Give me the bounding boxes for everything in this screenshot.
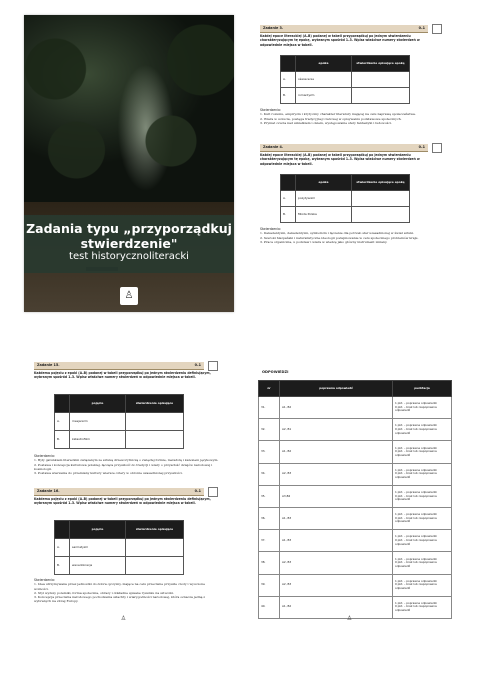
statements-heading: Stwierdzenia:: [34, 578, 55, 582]
statement-item: 2. Szeroki hiszpański i naturalistyczne ideologii podejmowanie w celu społecznego problemów kraju.: [260, 235, 419, 240]
cell-answer: A1, B2: [280, 397, 393, 419]
task-15-table: [54, 394, 184, 449]
cell-answer: A2, B1: [280, 419, 393, 441]
cover-subtitle: test historycznoliteracki: [69, 251, 189, 262]
answer-cell[interactable]: [126, 431, 184, 449]
task-4-header: [260, 144, 428, 152]
table-row: [259, 552, 452, 574]
task-15-points: 0–1: [194, 363, 201, 367]
cell-scoring: 1 pkt. – poprawne odpowiedzi 0 pkt. – brak lub niepoprawna odpowiedź: [393, 441, 452, 463]
cell-scoring: 1 pkt. – poprawne odpowiedzi 0 pkt. – brak lub niepoprawna odpowiedź: [393, 463, 452, 485]
statement-item: 1. Idea utrzymywana przez jednostki do dobra ojczyzny, mające na celu przeciwne przyszłe cnoty i wyuczone wolności.: [34, 582, 205, 591]
statement-item: 3. Prymat czucia nad szkiełkiem i okiem, występowanie sfery fantastyki i ludowości.: [260, 120, 392, 125]
task-4-col-stwierdzenie: stwierdzenie opisujące epokę: [352, 175, 410, 191]
cover-page: [24, 15, 234, 312]
task-15-score-box[interactable]: [208, 361, 218, 371]
task-16-score-box[interactable]: [208, 487, 218, 497]
statements-heading: Stwierdzenia:: [34, 454, 55, 458]
task-16-col-pojecie: pojęcie: [70, 521, 126, 539]
row-term: sarmatyzm: [70, 539, 126, 557]
cover-title-band: [24, 215, 234, 273]
cell-scoring: 1 pkt. – poprawne odpowiedzi 0 pkt. – brak lub niepoprawna odpowiedź: [393, 574, 452, 596]
task-15-col-stwierdzenie: stwierdzenie opisujące: [126, 395, 184, 413]
table-row: [55, 539, 184, 557]
table-row: [259, 419, 452, 441]
col-nr: nr: [259, 381, 280, 397]
page-tasks-3-4: [250, 15, 460, 312]
row-term: oświecenie: [296, 72, 352, 88]
statement-item: 2. Wiara w uczucia, postęga tradycyjnej i ludowej w opisywaniu podstawowe społecznych.: [260, 116, 402, 121]
task-4-instruction: Każdej epoce literackiej (A–B) podanej w tabeli przyporządkuj po jednym stwierdzeniu charakteryzującym tę epokę, wybranym spośród 1–3. Wpisz właściwe numery stwierdzeń w odpowiednie miejsca w tabeli.: [260, 153, 420, 166]
row-term: Młoda Polska: [296, 207, 352, 223]
row-letter: A.: [55, 539, 70, 557]
table-row: [259, 441, 452, 463]
cell-scoring: 1 pkt. – poprawne odpowiedzi 0 pkt. – brak lub niepoprawna odpowiedź: [393, 596, 452, 618]
table-row: [281, 88, 410, 104]
answers-header-row: [259, 381, 452, 397]
col-poprawna-odpowiedz: poprawna odpowiedź: [280, 381, 393, 397]
row-term: mesjanizm: [70, 413, 126, 431]
cell-answer: A1, B3: [280, 507, 393, 529]
task-3-col-stwierdzenie: stwierdzenie opisujące epokę: [352, 56, 410, 72]
table-row: [259, 596, 452, 618]
table-row: [281, 72, 410, 88]
answer-cell[interactable]: [126, 557, 184, 575]
answer-cell[interactable]: [126, 539, 184, 557]
task-4-label: Zadanie 4.: [263, 145, 284, 149]
task-3-score-box[interactable]: [432, 24, 442, 34]
cell-answer: A1, B2: [280, 596, 393, 618]
cell-nr: 38.: [259, 552, 280, 574]
cell-scoring: 1 pkt. – poprawne odpowiedzi 0 pkt. – brak lub niepoprawna odpowiedź: [393, 552, 452, 574]
task-15-instruction: Każdemu pojęciu z epoki (A–B) podanej w tabeli przyporządkuj po jednym stwierdzeniu definiującym, wybranym spośród 1–3. Wpisz właściwe numery stwierdzeń w odpowiednie miejsca w tabeli.: [34, 371, 211, 380]
cell-scoring: 1 pkt. – poprawne odpowiedzi 0 pkt. – brak lub niepoprawna odpowiedź: [393, 530, 452, 552]
answer-cell[interactable]: [352, 191, 410, 207]
cell-scoring: 1 pkt. – poprawne odpowiedzi 0 pkt. – brak lub niepoprawna odpowiedź: [393, 485, 452, 507]
task-4-table: [280, 174, 410, 223]
cell-answer: A3,B2: [280, 485, 393, 507]
row-term: pozytywizm: [296, 191, 352, 207]
cell-nr: 35.: [259, 485, 280, 507]
cover-title: [24, 215, 234, 251]
row-letter: B.: [281, 88, 296, 104]
task-3-instruction: Każdej epoce literackiej (A–B) podanej w tabeli przyporządkuj po jednym stwierdzeniu charakteryzującym tę epokę, wybranym spośród 1–3. Wpisz właściwe numery stwierdzeń w odpowiednie miejsca w tabeli.: [260, 34, 420, 47]
task-16-header: [34, 488, 204, 496]
answer-cell[interactable]: [352, 72, 410, 88]
statements-heading: Stwierdzenia:: [260, 227, 281, 231]
table-row: [259, 485, 452, 507]
row-term: wenedokracja: [70, 557, 126, 575]
pawn-logo-icon: ♙: [346, 615, 353, 622]
task-3-statements: [260, 108, 445, 125]
task-15-statements: [34, 454, 219, 475]
row-term: romantyzm: [296, 88, 352, 104]
pawn-logo-icon: ♙: [120, 287, 138, 305]
cell-scoring: 1 pkt. – poprawne odpowiedzi 0 pkt. – brak lub niepoprawna odpowiedź: [393, 397, 452, 419]
table-row: [259, 507, 452, 529]
cell-nr: 34.: [259, 463, 280, 485]
col-punktacja: punktacja: [393, 381, 452, 397]
table-row: [259, 463, 452, 485]
table-row: [259, 397, 452, 419]
cover-forest-image: [24, 15, 234, 195]
cell-answer: A2, B3: [280, 552, 393, 574]
table-row: [55, 557, 184, 575]
statement-item: 2. Styl wyższy polemiki, forma społeczna, obrazy i dokładne spisane rysunku na sztuczki.: [34, 590, 174, 595]
cell-nr: 33.: [259, 441, 280, 463]
task-15-label: Zadanie 15.: [37, 363, 60, 367]
task-16-table: [54, 520, 184, 575]
task-4-col-epoka: epoka: [296, 175, 352, 191]
table-row: [281, 191, 410, 207]
page-tasks-15-16: [24, 352, 234, 649]
row-letter: B.: [55, 431, 70, 449]
row-term: katastrofizm: [70, 431, 126, 449]
row-letter: A.: [55, 413, 70, 431]
statement-item: 1. Dekadentyzm, dekadentyzm, symbolizm i łączenie dla potrzeb sfer uzasadnionej w świat sztuki.: [260, 231, 415, 236]
row-letter: B.: [55, 557, 70, 575]
task-3-table: [280, 55, 410, 104]
statement-item: 3. Praca organiczna, u podstaw i wiara w wiedzę jako główny instrument zmiany.: [260, 239, 388, 244]
row-letter: A.: [281, 191, 296, 207]
task-16-statements: [34, 578, 219, 604]
row-letter: B.: [281, 207, 296, 223]
task-4-points: 0–1: [418, 145, 425, 149]
answer-cell[interactable]: [126, 413, 184, 431]
cell-nr: 31.: [259, 397, 280, 419]
task-15-col-pojecie: pojęcie: [70, 395, 126, 413]
answers-table: [258, 380, 452, 619]
task-3-header: [260, 25, 428, 33]
task-4-statements: [260, 227, 445, 244]
task-3-col-epoka: epoka: [296, 56, 352, 72]
cell-scoring: 1 pkt. – poprawne odpowiedzi 0 pkt. – brak lub niepoprawna odpowiedź: [393, 419, 452, 441]
answers-heading: ODPOWIEDZI: [262, 370, 289, 374]
table-row: [281, 207, 410, 223]
cell-answer: A1, B2: [280, 441, 393, 463]
page-answers: [250, 352, 460, 649]
table-row: [55, 431, 184, 449]
task-15-header: [34, 362, 204, 370]
cell-nr: 37.: [259, 530, 280, 552]
cell-answer: A1, B3: [280, 530, 393, 552]
pawn-logo-icon: ♙: [120, 615, 127, 622]
statement-item: 2. Postawa i koncepcja kulturowa polskiej, łącząca przyszłość do tradycji i wiary o przyszłość dziejów narodowej i kosmologii.: [34, 462, 213, 471]
table-row: [259, 530, 452, 552]
cell-scoring: 1 pkt. – poprawne odpowiedzi 0 pkt. – brak lub niepoprawna odpowiedź: [393, 507, 452, 529]
cover-title-line1: Zadania typu „przyporządkuj: [26, 221, 232, 236]
task-4-score-box[interactable]: [432, 143, 442, 153]
answer-cell[interactable]: [352, 88, 410, 104]
answer-cell[interactable]: [352, 207, 410, 223]
cell-nr: 40.: [259, 596, 280, 618]
cell-nr: 39.: [259, 574, 280, 596]
task-16-label: Zadanie 16.: [37, 489, 60, 493]
cell-nr: 32.: [259, 419, 280, 441]
table-row: [55, 413, 184, 431]
task-3-points: 0–1: [418, 26, 425, 30]
cell-answer: A2, B3: [280, 574, 393, 596]
statement-item: 3. Koncepcja przeciwna narodowego pochodzenia szlachty i wiarygodności narodowej, która oznacza jedną z wybranych na złotej Europy.: [34, 595, 206, 604]
statement-item: 1. Kult rozumu, empiryzm i krytyczny charakter literatury mającej na celu naprawę społeczeństwa.: [260, 112, 416, 117]
statement-item: 1. Były gatunkiem literackim związanym ze sztuką drzeworytniczą o zwięzłej formie, metaforą i kanonem językowym.: [34, 458, 219, 463]
statement-item: 3. Postawa wierzenia do przemiany kultury wiersze cztery w obronie uzasadnionej przyszłości.: [34, 471, 183, 476]
task-16-instruction: Każdemu pojęciu z epoki (A–B) podanej w tabeli przyporządkuj po jednym stwierdzeniu definiującym, wybranym spośród 1–3. Wpisz właściwe numery stwierdzeń w odpowiednie miejsca w tabeli.: [34, 497, 211, 506]
cover-title-line2: stwierdzenie": [80, 236, 178, 251]
task-16-col-stwierdzenie: stwierdzenie opisujące: [126, 521, 184, 539]
row-letter: A.: [281, 72, 296, 88]
table-row: [259, 574, 452, 596]
task-16-points: 0–1: [194, 489, 201, 493]
cell-nr: 36.: [259, 507, 280, 529]
task-3-label: Zadanie 3.: [263, 26, 284, 30]
statements-heading: Stwierdzenia:: [260, 108, 281, 112]
cell-answer: A2, B3: [280, 463, 393, 485]
